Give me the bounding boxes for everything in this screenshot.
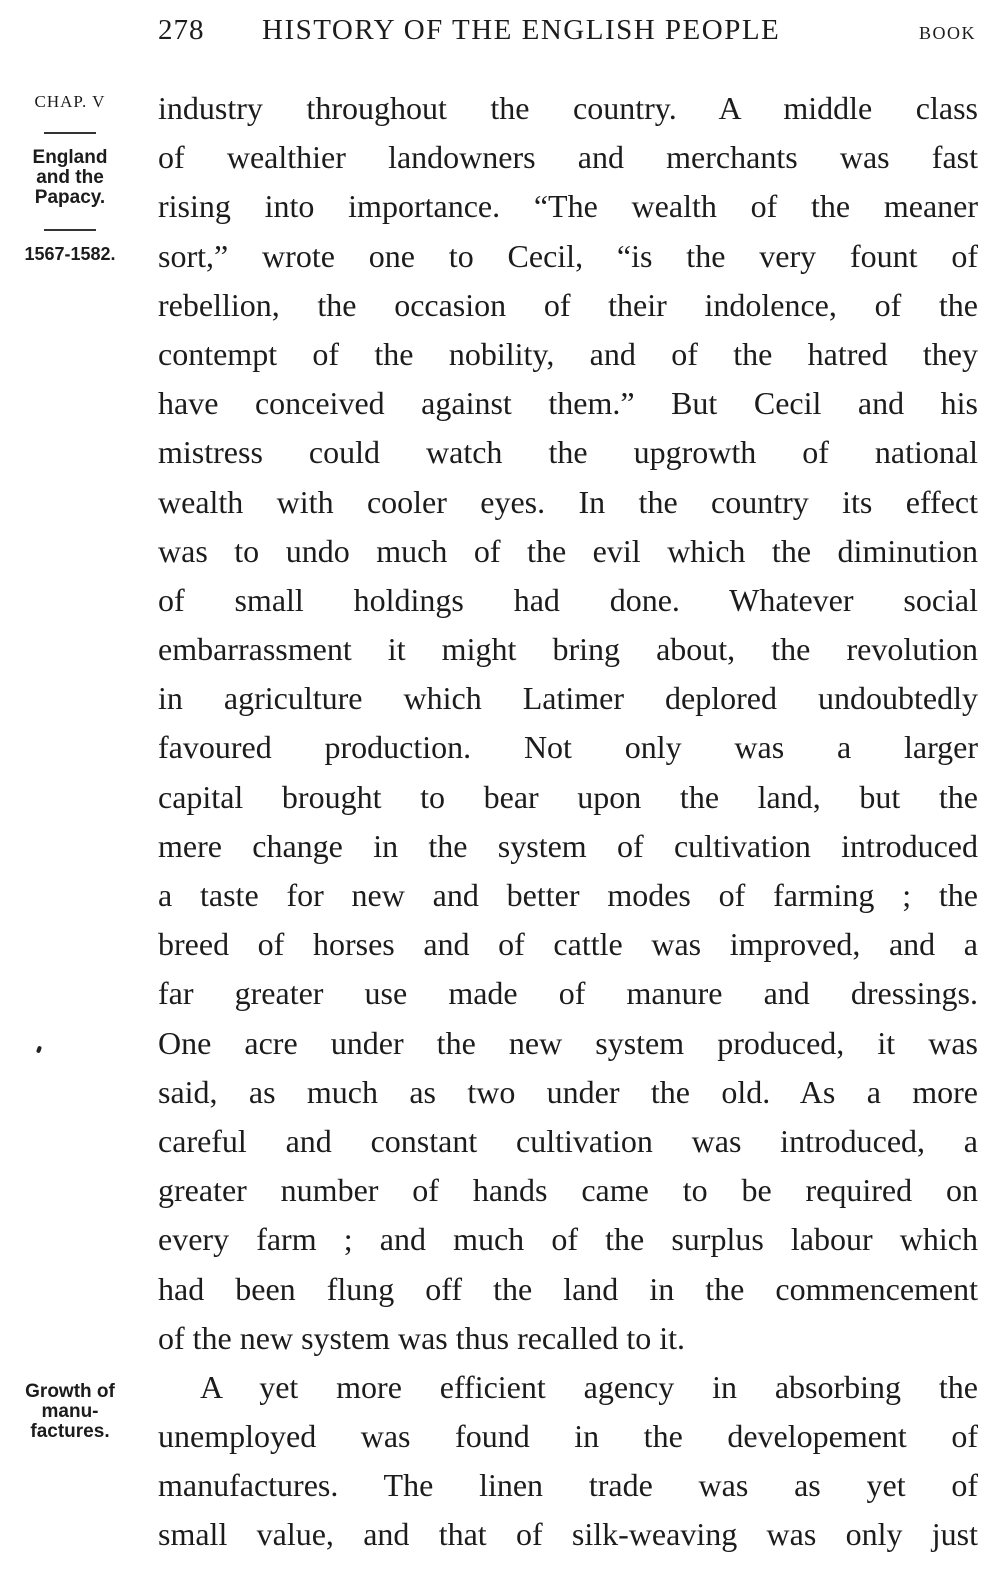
sidenote-line: Papacy.	[34, 187, 106, 208]
ink-speck	[36, 1046, 42, 1054]
text-line: small value, and that of silk-weaving was only just	[158, 1516, 978, 1553]
text-line: of wealthier landowners and merchants was fast	[158, 139, 978, 176]
text-line: breed of horses and of cattle was improved, and a	[158, 926, 978, 963]
sidenote-line: factures.	[30, 1421, 110, 1442]
sidenote-line: Growth of	[25, 1381, 115, 1402]
text-line: have conceived against them.” But Cecil and his	[158, 385, 978, 422]
text-line: One acre under the new system produced, it was	[158, 1024, 978, 1061]
text-line: a taste for new and better modes of farming ; the	[158, 877, 978, 913]
text-line: in agriculture which Latimer deplored undoubtedly	[158, 680, 978, 717]
text-line: rebellion, the occasion of their indolence, of the	[158, 286, 978, 323]
running-header	[0, 14, 1000, 54]
margin-divider	[44, 132, 96, 134]
sidenote-line: England	[32, 147, 108, 168]
page-number: 278	[158, 14, 205, 46]
text-line: sort,” wrote one to Cecil, “is the very fount of	[158, 237, 978, 274]
text-line: mistress could watch the upgrowth of national	[158, 434, 978, 471]
text-line: manufactures. The linen trade was as yet of	[158, 1467, 978, 1504]
text-line: unemployed was found in the developement of	[158, 1418, 978, 1455]
text-line: had been flung off the land in the commencement	[158, 1270, 978, 1307]
text-line: industry throughout the country. A middle class	[158, 90, 978, 126]
margin-divider	[44, 229, 96, 231]
text-line: capital brought to bear upon the land, but the	[158, 778, 978, 815]
text-line: far greater use made of manure and dressings.	[158, 975, 978, 1012]
text-line: contempt of the nobility, and of the hatred they	[158, 335, 978, 372]
manufactures-sidenote	[8, 1382, 132, 1442]
sidenote-line: and the	[36, 167, 104, 188]
text-line: careful and constant cultivation was introduced, a	[158, 1122, 978, 1159]
sidenote-line: manu-	[41, 1401, 99, 1422]
text-line: favoured production. Not only was a larger	[158, 729, 978, 766]
text-line: embarrassment it might bring about, the revolution	[158, 631, 978, 668]
text-line: mere change in the system of cultivation introduced	[158, 827, 978, 864]
text-line: wealth with cooler eyes. In the country its effect	[158, 483, 978, 520]
text-line: rising into importance. “The wealth of the meaner	[158, 188, 978, 225]
text-line: A yet more efficient agency in absorbing the	[200, 1368, 978, 1405]
text-line: was to undo much of the evil which the diminution	[158, 532, 978, 569]
section-sidenote	[8, 148, 132, 208]
date-range-sidenote: 1567-1582.	[24, 244, 116, 264]
text-line: greater number of hands came to be required on	[158, 1172, 978, 1209]
text-line: of small holdings had done. Whatever social	[158, 581, 978, 618]
text-line: every farm ; and much of the surplus labour which	[158, 1221, 978, 1258]
book-label: BOOK	[918, 23, 976, 43]
text-line: of the new system was thus recalled to it.	[158, 1319, 685, 1356]
running-title: HISTORY OF THE ENGLISH PEOPLE	[262, 14, 781, 46]
chapter-label: CHAP. V	[34, 92, 106, 111]
text-line: said, as much as two under the old. As a more	[158, 1073, 978, 1110]
body-text	[158, 84, 978, 1560]
